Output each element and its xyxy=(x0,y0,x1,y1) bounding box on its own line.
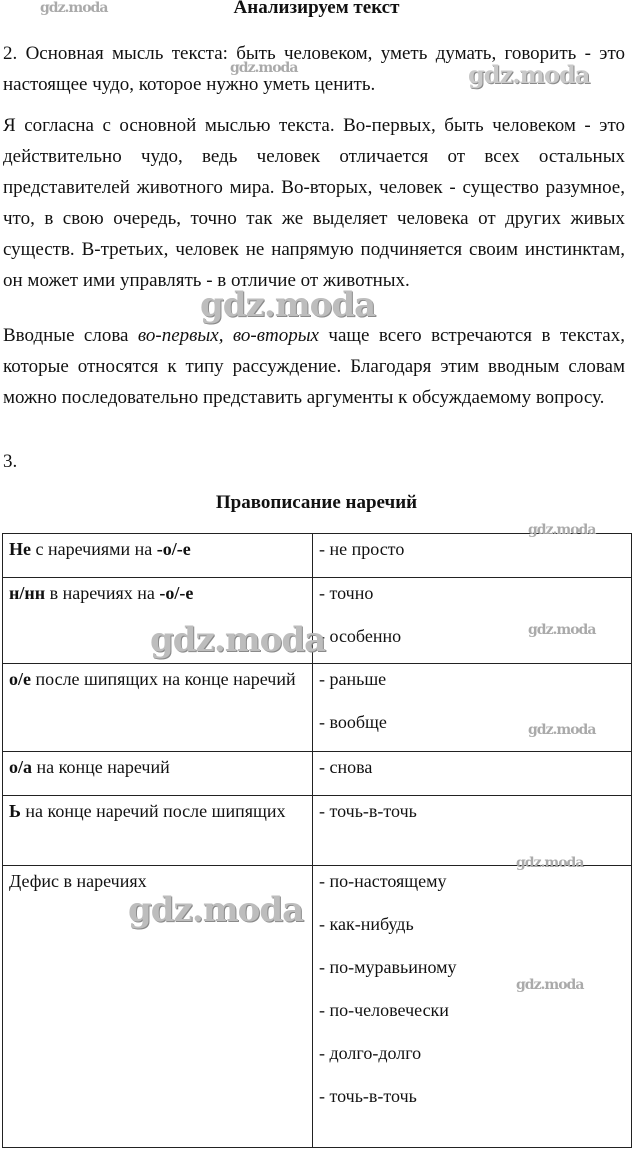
watermark-logo: gdz.moda xyxy=(40,0,108,16)
rule-text: после шипящих на конце наречий xyxy=(31,669,296,689)
rule-cell xyxy=(3,796,313,866)
rule-bold: н/нн xyxy=(9,583,46,603)
table-row xyxy=(3,578,632,664)
rule-bold: Не xyxy=(9,539,31,559)
table-row xyxy=(3,752,632,796)
rule-text: в наречиях на xyxy=(45,583,160,603)
table-row xyxy=(3,796,632,866)
example-cell xyxy=(313,578,632,664)
rule-bold: -о/-е xyxy=(156,539,191,559)
example: - точь-в-точь xyxy=(319,801,417,821)
example: - не просто xyxy=(319,539,405,559)
example: - точно xyxy=(319,583,374,603)
rule-text: Дефис в наречиях xyxy=(9,871,147,891)
adverb-rules-table xyxy=(2,533,632,1148)
rule-bold: -о/-е xyxy=(159,583,194,603)
example: - по-человечески xyxy=(319,1000,449,1020)
paragraph-3-after: чаще всего встречаются в текстах, которые относятся к типу рассуждение. Благодаря этим вводным словам можно последовательно представить аргументы к обсуждаемому вопросу. xyxy=(3,325,625,408)
example: - по-настоящему xyxy=(319,871,447,891)
watermark-logo: gdz.moda xyxy=(528,522,596,538)
rule-text: с наречиями на xyxy=(31,539,157,559)
rule-cell xyxy=(3,866,313,1148)
example: - как-нибудь xyxy=(319,914,414,934)
rule-cell xyxy=(3,534,313,578)
watermark-logo: gdz.moda xyxy=(468,60,590,89)
watermark-logo: gdz.moda xyxy=(528,622,596,638)
watermark-logo: gdz.moda xyxy=(200,285,376,325)
rule-text: на конце наречий после шипящих xyxy=(20,801,286,821)
watermark-logo: gdz.moda xyxy=(128,890,304,930)
example: - долго-долго xyxy=(319,1043,422,1063)
table-row xyxy=(3,534,632,578)
example-cell xyxy=(313,664,632,752)
example-cell xyxy=(313,752,632,796)
example-cell xyxy=(313,866,632,1148)
table-row xyxy=(3,664,632,752)
watermark-logo: gdz.moda xyxy=(516,855,584,871)
rule-bold: Ь xyxy=(9,801,21,821)
watermark-logo: gdz.moda xyxy=(230,60,298,76)
paragraph-introductory-words xyxy=(3,320,625,413)
paragraph-3-before: Вводные слова xyxy=(3,325,138,346)
table-title: Правописание наречий xyxy=(215,492,418,513)
item-3-label: 3. xyxy=(3,451,18,472)
rule-cell xyxy=(3,578,313,664)
rule-cell xyxy=(3,752,313,796)
watermark-logo: gdz.moda xyxy=(528,722,596,738)
example-cell xyxy=(313,534,632,578)
watermark-logo: gdz.moda xyxy=(150,620,326,660)
rule-text: на конце наречий xyxy=(32,757,170,777)
example-cell xyxy=(313,796,632,866)
rule-bold: о/е xyxy=(9,669,31,689)
example: - по-муравьиному xyxy=(319,957,457,977)
paragraph-agreement: Я согласна с основной мыслью текста. Во-первых, быть человеком - это действительно чудо, ведь человек отличается от всех остальных представителей животного мира. Во-вторых, человек - существо разумное, что, в свою очередь, точно так же выделяет человека от других живых существ. В-третьих, человек не напрямую подчиняется своим инстинктам, он может ими управлять - в отличие от животных. xyxy=(3,115,625,291)
example: - снова xyxy=(319,757,373,777)
paragraph-main-idea: 2. Основная мысль текста: быть человеком, уметь думать, говорить - это настоящее чудо, которое нужно уметь ценить. xyxy=(3,43,625,95)
rule-bold: о/а xyxy=(9,757,33,777)
paragraph-3-italic: во-первых, во-вторых xyxy=(137,325,319,346)
example: - раньше xyxy=(319,669,387,689)
example: - точь-в-точь xyxy=(319,1086,417,1106)
heading: Анализируем текст xyxy=(233,0,400,18)
table-row xyxy=(3,866,632,1148)
watermark-logo: gdz.moda xyxy=(516,977,584,993)
example: - вообще xyxy=(319,712,387,732)
rule-cell xyxy=(3,664,313,752)
example: - особенно xyxy=(319,626,402,646)
